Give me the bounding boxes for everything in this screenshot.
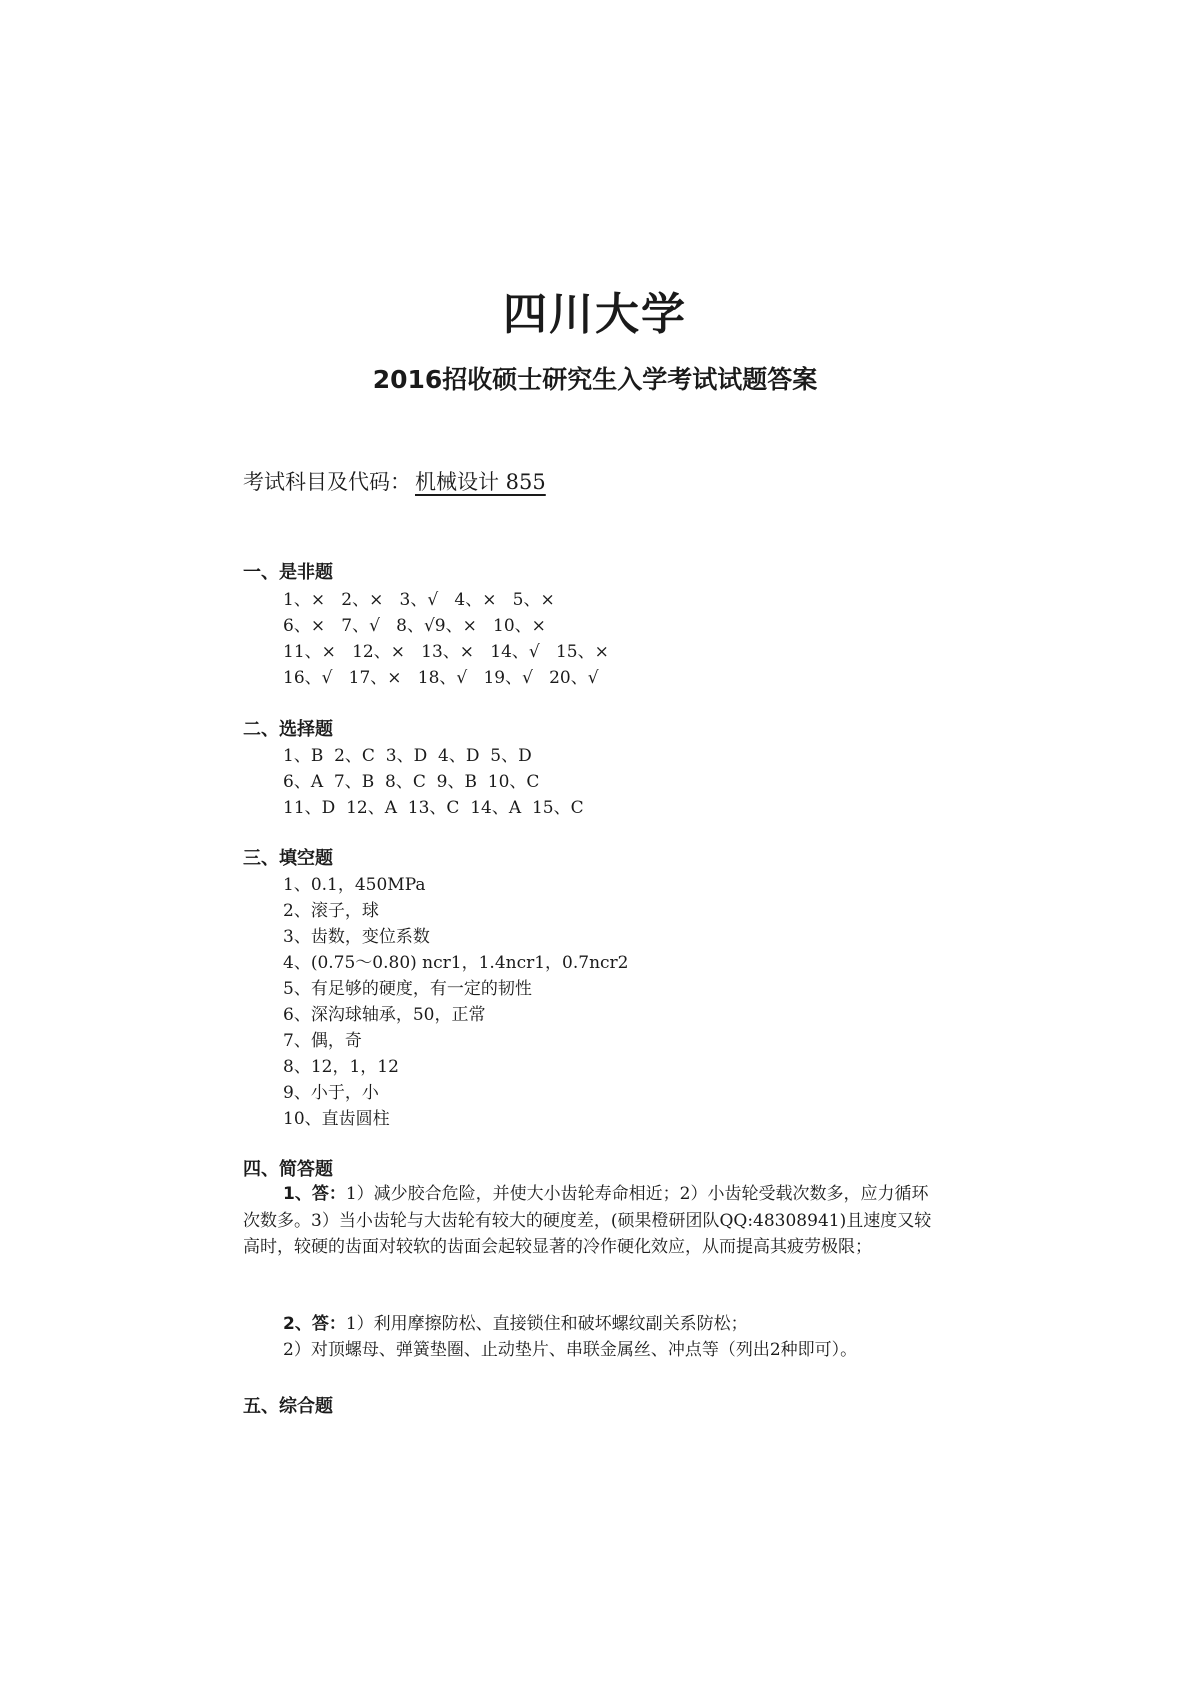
- answer-row: 11、× 12、× 13、× 14、√ 15、×: [283, 642, 609, 662]
- answer-row: 1、0.1，450MPa: [283, 875, 426, 895]
- section-true-false-heading: 一、是非题: [243, 562, 333, 583]
- university-logo: 四川大学: [503, 289, 687, 340]
- section-short-answer-heading: 四、简答题: [243, 1159, 333, 1180]
- answer-row: 2、滚子，球: [283, 901, 379, 921]
- answer-row: 10、直齿圆柱: [283, 1109, 390, 1129]
- answer-row: 1、× 2、× 3、√ 4、× 5、×: [283, 590, 555, 610]
- answer-row: 6、深沟球轴承，50，正常: [283, 1005, 486, 1025]
- answer-row: 5、有足够的硬度，有一定的韧性: [283, 979, 532, 999]
- answer-row: 9、小于，小: [283, 1083, 379, 1103]
- short-answer-1: [243, 1181, 933, 1261]
- answer-row: 6、A 7、B 8、C 9、B 10、C: [283, 772, 540, 792]
- answer-row: 4、(0.75～0.80) ncr1，1.4ncr1，0.7ncr2: [283, 953, 629, 973]
- exam-subject: [243, 466, 582, 496]
- answer-row: 6、× 7、√ 8、√9、× 10、×: [283, 616, 546, 636]
- answer-label: 2、答：: [283, 1314, 346, 1334]
- answer-row: 7、偶，奇: [283, 1031, 362, 1051]
- answer-row: 1、B 2、C 3、D 4、D 5、D: [283, 746, 532, 766]
- answer-row: 16、√ 17、× 18、√ 19、√ 20、√: [283, 668, 599, 688]
- section-fill-blank-heading: 三、填空题: [243, 848, 333, 869]
- document-title: 2016招收硕士研究生入学考试试题答案: [372, 365, 818, 394]
- answer-text: 1）减少胶合危险，并使大小齿轮寿命相近；2）小齿轮受载次数多，应力循环次数多。3）当小齿轮与大齿轮有较大的硬度差，(硕果橙研团队QQ:48308941)且速度又较高时，较硬的齿面对较软的齿面会起较显著的冷作硬化效应，从而提高其疲劳极限；: [243, 1184, 932, 1257]
- answer-row: 3、齿数，变位系数: [283, 927, 430, 947]
- short-answer-2: [243, 1311, 933, 1338]
- answer-row: 8、12，1，12: [283, 1057, 399, 1077]
- answer-row: 11、D 12、A 13、C 14、A 15、C: [283, 798, 584, 818]
- subject-value: 机械设计 855: [415, 470, 546, 494]
- subject-label: 考试科目及代码：: [243, 470, 411, 494]
- answer-label: 1、答：: [283, 1184, 346, 1204]
- answer-text: 1）利用摩擦防松、直接锁住和破坏螺纹副关系防松；: [345, 1314, 748, 1334]
- section-comprehensive-heading: 五、综合题: [243, 1396, 333, 1417]
- section-choice-heading: 二、选择题: [243, 719, 333, 740]
- short-answer-2-line2: 2）对顶螺母、弹簧垫圈、止动垫片、串联金属丝、冲点等（列出2种即可）。: [283, 1340, 858, 1360]
